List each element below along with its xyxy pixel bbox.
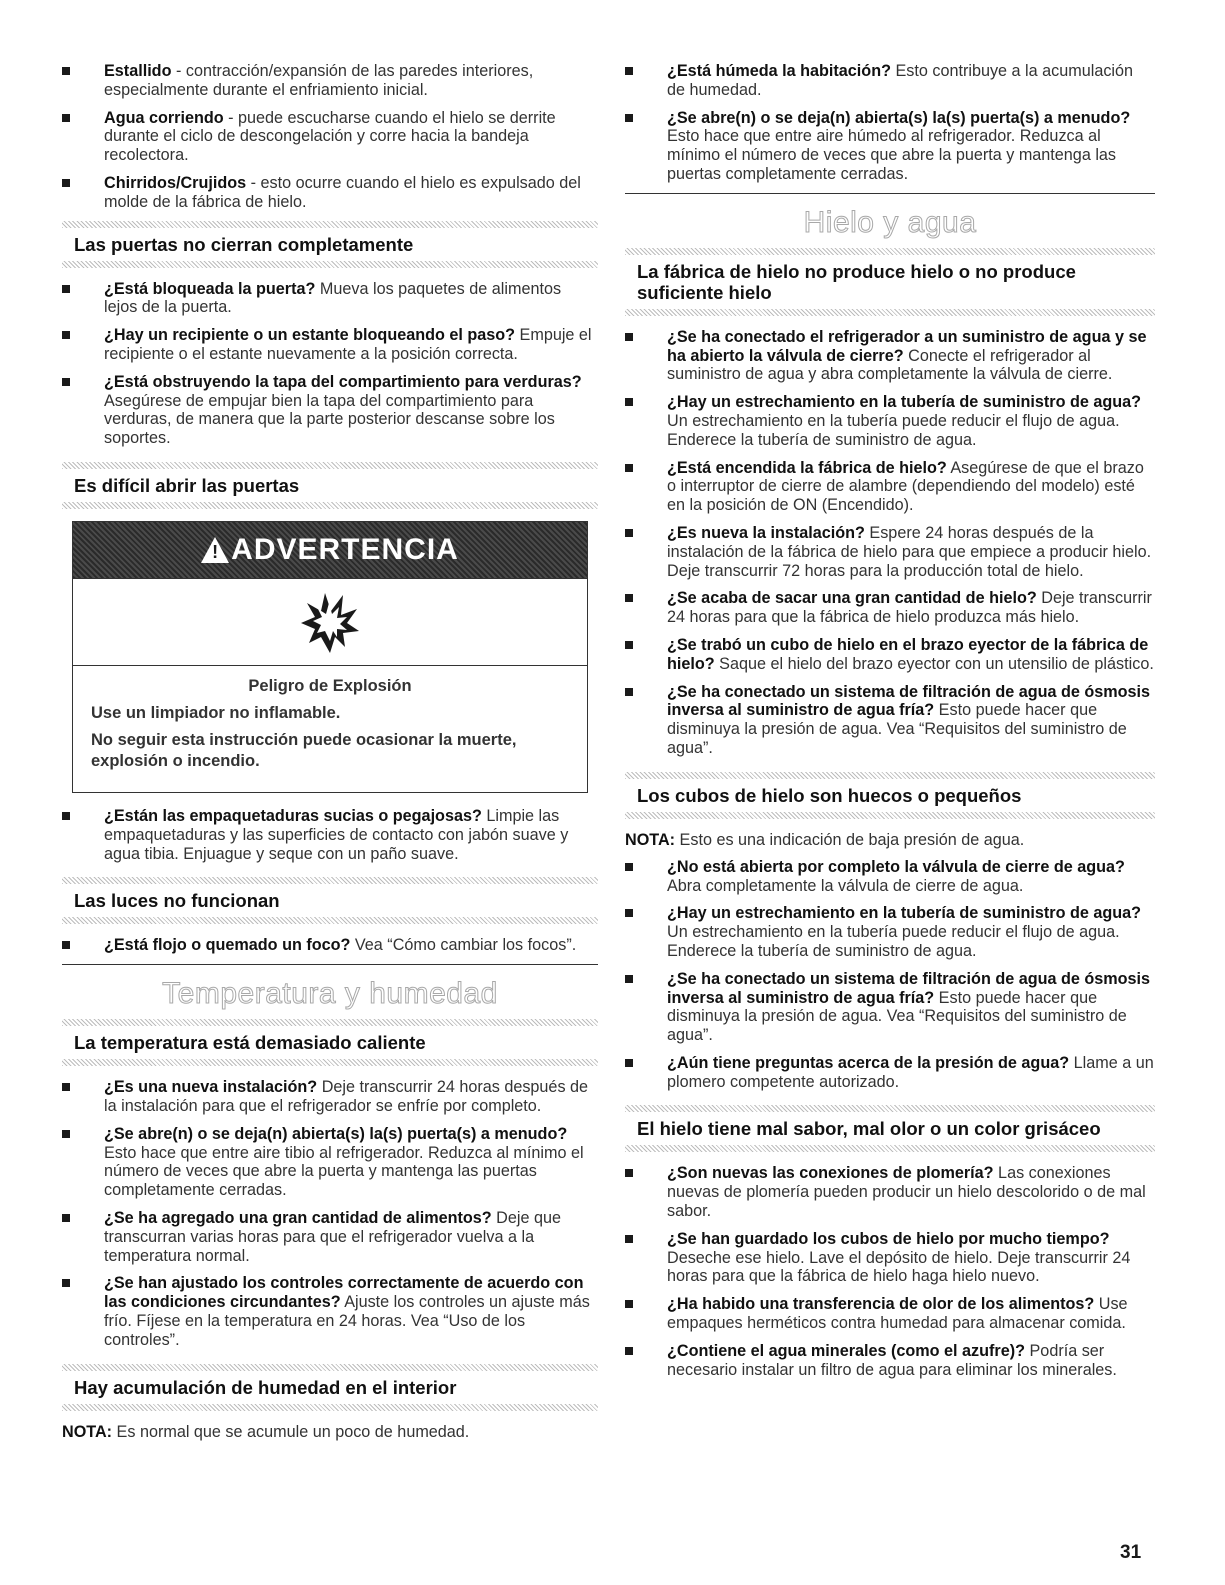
temperature-section-title: Temperatura y humedad (162, 977, 498, 1011)
lights-list (62, 936, 598, 955)
ice-section-title: Hielo y agua (803, 205, 977, 239)
icemaker-list (625, 328, 1155, 758)
list-item (625, 328, 1155, 384)
explosion-hazard-icon (73, 578, 587, 666)
list-item (62, 373, 598, 448)
list-item (625, 589, 1155, 627)
warning-triangle-icon (201, 537, 229, 563)
item-answer: Mueva los paquetes de alimentos lejos de la puerta. (104, 279, 562, 317)
humidity-heading-block (62, 1364, 598, 1411)
left-column (62, 62, 598, 1450)
item-question: ¿Se abre(n) o se deja(n) abierta(s) la(s) puerta(s) a menudo? (104, 1124, 568, 1143)
item-answer: Esto hace que entre aire tibio al refrigerador. Reduzca al mínimo el número de veces que abre la puerta y mantenga las puertas completamente cerradas. (104, 1143, 584, 1200)
item-question: ¿Hay un estrechamiento en la tubería de suministro de agua? (667, 904, 1142, 923)
list-item (625, 636, 1155, 674)
item-answer: Asegúrese de que el brazo o interruptor de cierre de alambre (dependiendo del modelo) esté en la posición de ON (Encendido). (667, 458, 1144, 515)
taste-heading: El hielo tiene mal sabor, mal olor o un color grisáceo (637, 1118, 1101, 1140)
item-question: ¿Hay un recipiente o un estante bloqueando el paso? (104, 326, 516, 345)
item-question: ¿Está obstruyendo la tapa del compartimiento para verduras? (104, 372, 582, 391)
item-answer: Empuje el recipiente o el estante nuevamente a la posición correcta. (104, 326, 592, 363)
warm-heading: La temperatura está demasiado caliente (74, 1032, 426, 1054)
cubes-note: NOTA: Esto es una indicación de baja presión de agua. (625, 830, 1025, 849)
humidity-heading: Hay acumulación de humedad en el interior (74, 1376, 457, 1398)
taste-list (625, 1164, 1155, 1379)
item-question: Estallido (104, 62, 172, 80)
section-rule (625, 193, 1155, 194)
item-question: ¿Aún tiene preguntas acerca de la presión de agua? (667, 1053, 1070, 1072)
list-item (62, 109, 598, 165)
item-question: ¿Se han ajustado los controles correctamente de acuerdo con las condiciones circundantes? (104, 1274, 584, 1312)
cubes-heading: Los cubos de hielo son huecos o pequeños (637, 784, 1022, 806)
item-question: ¿Es una nueva instalación? (104, 1078, 318, 1097)
taste-heading-block (625, 1105, 1155, 1152)
item-answer: Llame a un plomero competente autorizado. (667, 1053, 1154, 1091)
list-item (625, 683, 1155, 758)
item-answer: Asegúrese de empujar bien la tapa del compartimiento para verduras, de manera que la parte posterior descanse sobre los soportes. (104, 391, 555, 448)
item-answer: Deje transcurrir 24 horas para que la fábrica de hielo produzca más hielo. (667, 589, 1152, 627)
warning-header (73, 522, 587, 578)
list-item (625, 1054, 1155, 1092)
item-answer: Conecte el refrigerador al suministro de agua y abra completamente la válvula de cierre. (667, 346, 1113, 384)
list-item (625, 62, 1155, 100)
list-item (625, 858, 1155, 896)
item-question: ¿Contiene el agua minerales (como el azufre)? (667, 1341, 1026, 1360)
item-question: ¿Están las empaquetaduras sucias o pegajosas? (104, 806, 482, 825)
humidity-list (625, 62, 1155, 184)
item-answer: Saque el hielo del brazo eyector con un utensilio de plástico. (714, 654, 1154, 673)
section-rule (62, 964, 598, 965)
item-answer: Esto puede hacer que disminuya la presión de agua. Vea “Requisitos del suministro de agua”. (667, 701, 1127, 757)
item-answer: Un estrechamiento en la tubería puede reducir el flujo de agua. Enderece la tubería de suministro de agua. (667, 923, 1120, 960)
item-question: ¿Está húmeda la habitación? (667, 62, 891, 80)
item-answer: Ajuste los controles un ajuste más frío. Fíjese en la temperatura en 24 horas. Vea “Uso de los controles”. (104, 1293, 590, 1349)
item-question: ¿Se ha conectado un sistema de filtración de agua de ósmosis inversa al suministro de agua fría? (667, 682, 1151, 720)
item-question: ¿Se ha conectado el refrigerador a un suministro de agua y se ha abierto la válvula de cierre? (667, 327, 1147, 365)
doors-list (62, 280, 598, 448)
item-question: ¿Está encendida la fábrica de hielo? (667, 458, 947, 477)
explosion-icon (295, 587, 365, 657)
cubes-heading-block (625, 772, 1155, 819)
icemaker-heading: La fábrica de hielo no produce hielo o no produce suficiente hielo (637, 260, 1076, 303)
list-item (62, 280, 598, 318)
item-answer: - contracción/expansión de las paredes interiores, especialmente durante el enfriamiento inicial. (104, 62, 534, 99)
list-item (625, 1295, 1155, 1333)
list-item (625, 1164, 1155, 1220)
item-answer: Deje que transcurran varias horas para que el refrigerador vuelva a la temperatura normal. (104, 1208, 561, 1265)
list-item (625, 524, 1155, 580)
item-question: ¿Se han guardado los cubos de hielo por mucho tiempo? (667, 1229, 1110, 1248)
list-item (62, 326, 598, 364)
item-answer: Use empaques herméticos contra humedad para almacenar comida. (667, 1295, 1128, 1333)
item-question: ¿No está abierta por completo la válvula de cierre de agua? (667, 857, 1125, 876)
list-item (625, 459, 1155, 515)
doors-heading-block (62, 221, 598, 268)
list-item (625, 109, 1155, 184)
humidity-note: NOTA: Es normal que se acumule un poco de humedad. (62, 1422, 470, 1441)
doors-heading: Las puertas no cierran completamente (74, 233, 414, 255)
icemaker-heading-block (625, 248, 1155, 316)
item-question: ¿Hay un estrechamiento en la tubería de suministro de agua? (667, 393, 1142, 412)
cubes-list (625, 858, 1155, 1092)
item-question: ¿Se trabó un cubo de hielo en el brazo eyector de la fábrica de hielo? (667, 635, 1149, 673)
item-answer: Podría ser necesario instalar un filtro de agua para eliminar los minerales. (667, 1341, 1117, 1379)
lights-heading-block (62, 877, 598, 924)
warm-list (62, 1078, 598, 1349)
list-item (62, 1078, 598, 1116)
warning-line-1: Use un limpiador no inflamable. (91, 703, 341, 722)
list-item (62, 1125, 598, 1200)
item-question: ¿Son nuevas las conexiones de plomería? (667, 1164, 994, 1183)
hard-heading-block (62, 462, 598, 509)
item-question: ¿Está bloqueada la puerta? (104, 279, 316, 298)
lights-heading: Las luces no funcionan (74, 890, 280, 912)
warm-heading-block (62, 1019, 598, 1066)
item-question: ¿Está flojo o quemado un foco? (104, 936, 351, 955)
warning-line-2: No seguir esta instrucción puede ocasionar la muerte, explosión o incendio. (91, 730, 517, 770)
item-answer: Esto contribuye a la acumulación de humedad. (667, 62, 1134, 99)
item-answer: Esto puede hacer que disminuya la presión de agua. Vea “Requisitos del suministro de agua”. (667, 988, 1127, 1045)
item-answer: Esto hace que entre aire húmedo al refrigerador. Reduzca al mínimo el número de veces que abre la puerta y mantenga las puertas completamente cerradas. (667, 127, 1117, 183)
list-item (625, 393, 1155, 449)
right-column (625, 62, 1155, 1388)
list-item (62, 1274, 598, 1349)
warning-title: ADVERTENCIA (231, 532, 459, 566)
list-item (625, 1342, 1155, 1380)
item-answer: Abra completamente la válvula de cierre de agua. (667, 876, 1024, 895)
item-answer: Las conexiones nuevas de plomería pueden producir un hielo descolorido o de mal sabor. (667, 1164, 1146, 1221)
list-item (62, 936, 598, 955)
item-question: Chirridos/Crujidos (104, 173, 247, 192)
item-question: ¿Ha habido una transferencia de olor de los alimentos? (667, 1295, 1095, 1314)
item-question: ¿Se acaba de sacar una gran cantidad de hielo? (667, 589, 1037, 608)
item-question: Agua corriendo (104, 108, 224, 127)
item-answer: Limpie las empaquetaduras y las superficies de contacto con jabón suave y agua tibia. Enjuague y seque con un paño suave. (104, 806, 569, 863)
item-answer: Deje transcurrir 24 horas después de la instalación para que el refrigerador se enfríe por completo. (104, 1078, 589, 1115)
intro-list (62, 62, 598, 212)
list-item (62, 62, 598, 100)
list-item (625, 1230, 1155, 1286)
list-item (625, 904, 1155, 960)
item-question: ¿Es nueva la instalación? (667, 523, 865, 542)
item-answer: - puede escucharse cuando el hielo se derrite durante el ciclo de descongelación y corre hacia la bandeja recolectora. (104, 108, 556, 165)
item-answer: Un estrechamiento en la tubería puede reducir el flujo de agua. Enderece la tubería de suministro de agua. (667, 411, 1120, 449)
hard-list (62, 807, 598, 863)
list-item (62, 174, 598, 212)
hard-heading: Es difícil abrir las puertas (74, 474, 300, 496)
list-item (62, 1209, 598, 1265)
page-number: 31 (1120, 1542, 1142, 1563)
item-answer: - esto ocurre cuando el hielo es expulsado del molde de la fábrica de hielo. (104, 173, 581, 211)
list-item (62, 807, 598, 863)
list-item (625, 970, 1155, 1045)
item-answer: Vea “Cómo cambiar los focos”. (350, 936, 577, 955)
item-answer: Deseche ese hielo. Lave el depósito de hielo. Deje transcurrir 24 horas para que la fábrica de hielo haga hielo nuevo. (667, 1248, 1131, 1286)
item-question: ¿Se ha conectado un sistema de filtración de agua de ósmosis inversa al suministro de agua fría? (667, 969, 1151, 1007)
warning-hazard: Peligro de Explosión (248, 676, 412, 695)
item-question: ¿Se abre(n) o se deja(n) abierta(s) la(s) puerta(s) a menudo? (667, 108, 1131, 127)
item-question: ¿Se ha agregado una gran cantidad de alimentos? (104, 1208, 492, 1227)
item-answer: Espere 24 horas después de la instalación de la fábrica de hielo para que empiece a producir hielo. Deje transcurrir 72 horas para la producción total de hielo. (667, 523, 1152, 580)
warning-box (72, 521, 588, 793)
